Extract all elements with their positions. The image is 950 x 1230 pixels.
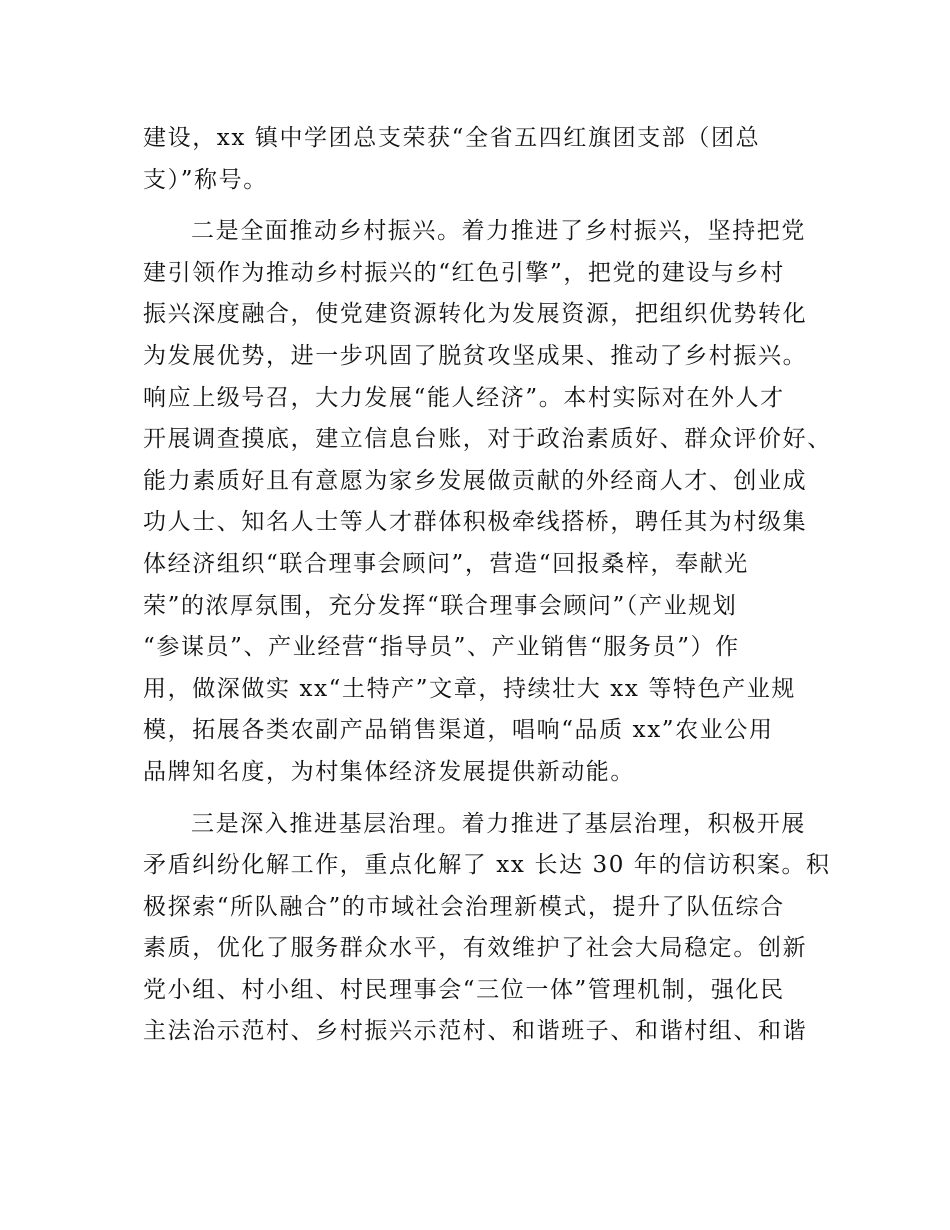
text-line: 荣”的浓厚氛围，充分发挥“联合理事会顾问”（产业规划 (143, 592, 738, 619)
paragraph-2 (143, 211, 832, 793)
text-line: 支）”称号。 (143, 166, 268, 193)
text-line: 功人士、知名人士等人才群体积极牵线搭桥，聘任其为村级集 (143, 509, 808, 536)
paragraph-3 (143, 804, 831, 1054)
text-line: 主法治示范村、乡村振兴示范村、和谐班子、和谐村组、和谐 (143, 1018, 808, 1045)
text-line: 党小组、村小组、村民理事会“三位一体”管理机制，强化民 (143, 976, 785, 1003)
text-line: 用，做深做实 xx“土特产”文章，持续壮大 xx 等特色产业规 (143, 675, 796, 702)
text-line: 体经济组织“联合理事会顾问”，营造“回报桑梓，奉献光 (143, 550, 749, 577)
paragraph-1 (143, 118, 823, 201)
text-line: 开展调查摸底，建立信息台账，对于政治素质好、群众评价好、 (143, 426, 832, 453)
text-line: 建引领作为推动乡村振兴的“红色引擎”，把党的建设与乡村 (143, 259, 785, 286)
text-line: 模，拓展各类农副产品销售渠道，唱响“品质 xx”农业公用 (143, 717, 774, 744)
text-line: 极探索“所队融合”的市域社会治理新模式，提升了队伍综合 (143, 893, 785, 920)
document-body (143, 118, 832, 1063)
text-line: 二是全面推动乡村振兴。着力推进了乡村振兴，坚持把党 (191, 218, 806, 245)
text-line: 响应上级号召，大力发展“能人经济”。本村实际对在外人才 (143, 384, 785, 411)
text-line: 为发展优势，进一步巩固了脱贫攻坚成果、推动了乡村振兴。 (143, 342, 808, 369)
text-line: 建设，xx 镇中学团总支荣获“全省五四红旗团支部（团总 (143, 125, 761, 151)
text-line: 矛盾纠纷化解工作，重点化解了 xx 长达 30 年的信访积案。积 (143, 852, 831, 879)
text-line: 能力素质好且有意愿为家乡发展做贡献的外经商人才、创业成 (143, 467, 808, 494)
text-line: “参谋员”、产业经营“指导员”、产业销售“服务员”）作 (143, 634, 740, 661)
text-line: 三是深入推进基层治理。着力推进了基层治理，积极开展 (191, 810, 806, 837)
text-line: 振兴深度融合，使党建资源转化为发展资源，把组织优势转化 (143, 301, 808, 328)
text-line: 品牌知名度，为村集体经济发展提供新动能。 (143, 758, 635, 785)
text-line: 素质，优化了服务群众水平，有效维护了社会大局稳定。创新 (143, 935, 808, 962)
